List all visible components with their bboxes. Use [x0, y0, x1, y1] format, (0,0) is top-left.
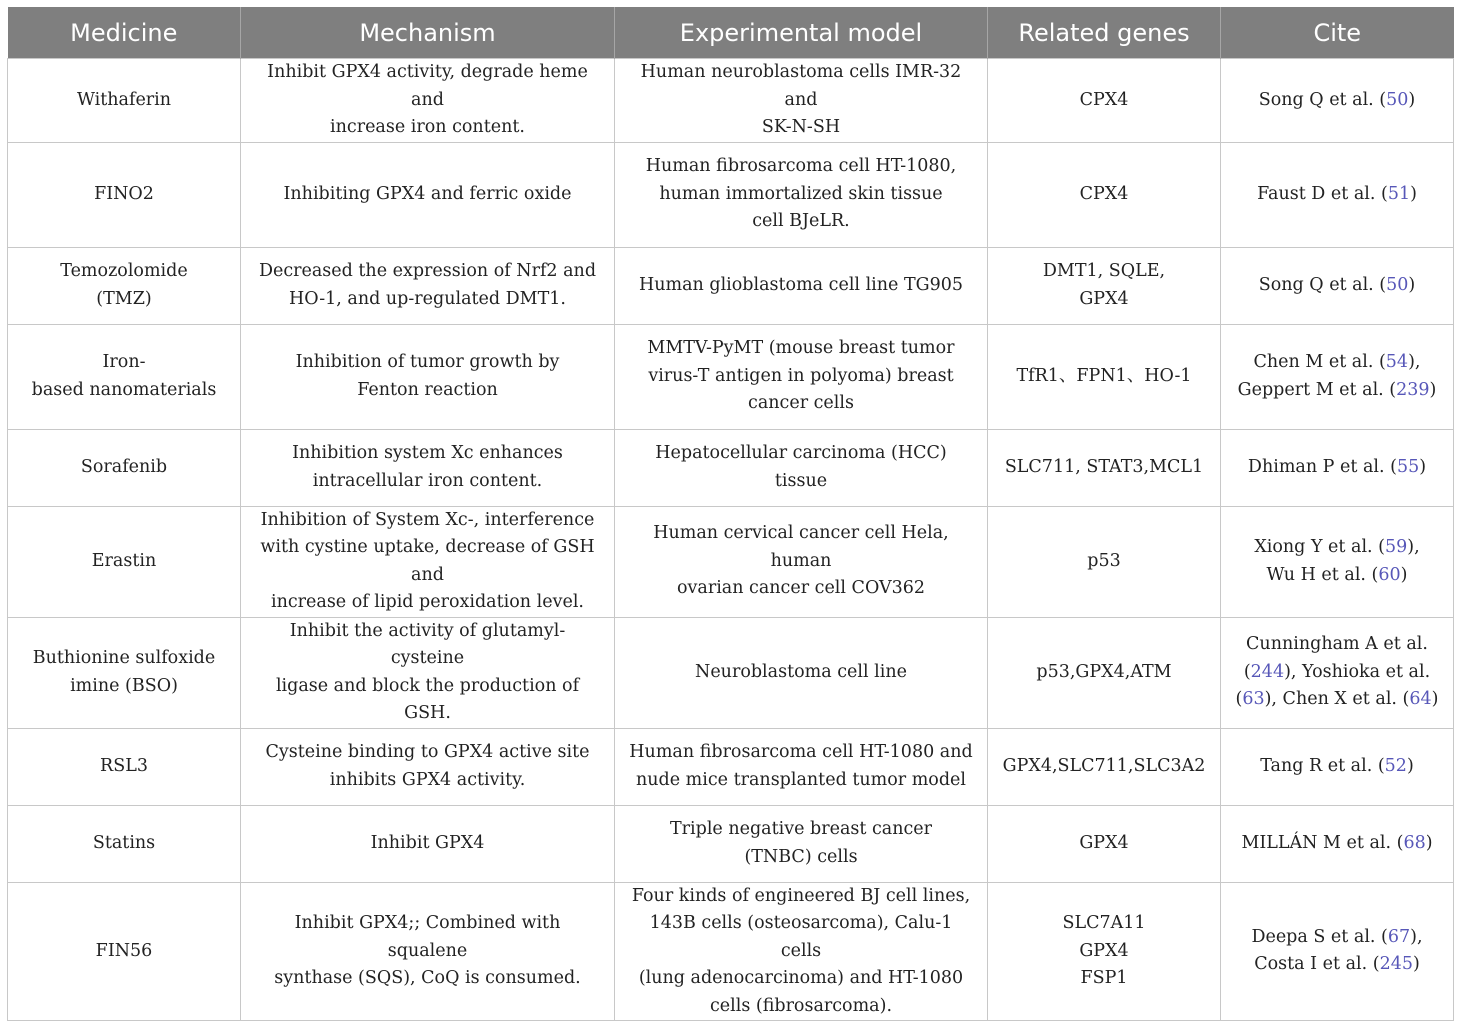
reference-link[interactable]: 52: [1384, 755, 1407, 776]
cell-mechanism: Decreased the expression of Nrf2 and HO-1, and up-regulated DMT1.: [241, 247, 615, 324]
reference-link[interactable]: 63: [1242, 689, 1265, 710]
table-row: [8, 506, 1454, 617]
table-row: [8, 728, 1454, 805]
reference-link[interactable]: 50: [1386, 274, 1409, 295]
reference-link[interactable]: 245: [1379, 954, 1413, 975]
cell-medicine: Temozolomide (TMZ): [8, 247, 241, 324]
cell-medicine: Buthionine sulfoxide imine (BSO): [8, 617, 241, 728]
cell-related-genes: SLC7A11 GPX4 FSP1: [988, 882, 1221, 1021]
cell-experimental-model: Neuroblastoma cell line: [615, 617, 988, 728]
header-cite: Cite: [1221, 7, 1454, 59]
cell-mechanism: Inhibit GPX4;; Combined with squalene synthase (SQS), CoQ is consumed.: [241, 882, 615, 1021]
drug-table: [7, 7, 1454, 1021]
cell-experimental-model: Four kinds of engineered BJ cell lines, 143B cells (osteosarcoma), Calu-1 cells (lung adenocarcinoma) and HT-1080 cells (fibrosarcoma).: [615, 882, 988, 1021]
table-row: [8, 142, 1454, 247]
cell-related-genes: GPX4: [988, 805, 1221, 882]
cell-cite: Song Q et al. (50): [1221, 247, 1454, 324]
cell-related-genes: CPX4: [988, 59, 1221, 143]
table-row: [8, 805, 1454, 882]
reference-link[interactable]: 64: [1409, 689, 1432, 710]
header-related-genes: Related genes: [988, 7, 1221, 59]
reference-link[interactable]: 67: [1387, 926, 1411, 947]
cell-related-genes: p53,GPX4,ATM: [988, 617, 1221, 728]
cell-mechanism: Inhibit GPX4: [241, 805, 615, 882]
cell-medicine: FIN56: [8, 882, 241, 1021]
cell-related-genes: CPX4: [988, 142, 1221, 247]
table-row: [8, 247, 1454, 324]
table-row: [8, 882, 1454, 1021]
cell-related-genes: GPX4,SLC711,SLC3A2: [988, 728, 1221, 805]
cell-medicine: Sorafenib: [8, 429, 241, 506]
cell-related-genes: SLC711, STAT3,MCL1: [988, 429, 1221, 506]
cell-related-genes: p53: [988, 506, 1221, 617]
cell-experimental-model: Human fibrosarcoma cell HT-1080 and nude mice transplanted tumor model: [615, 728, 988, 805]
table-row: [8, 429, 1454, 506]
cell-cite: MILLÁN M et al. (68): [1221, 805, 1454, 882]
cell-cite: Tang R et al. (52): [1221, 728, 1454, 805]
cell-medicine: Iron- based nanomaterials: [8, 324, 241, 429]
cell-medicine: Withaferin: [8, 59, 241, 143]
cell-related-genes: DMT1, SQLE, GPX4: [988, 247, 1221, 324]
cell-mechanism: Inhibiting GPX4 and ferric oxide: [241, 142, 615, 247]
cell-cite: Chen M et al. (54), Geppert M et al. (239): [1221, 324, 1454, 429]
cell-cite: Xiong Y et al. (59), Wu H et al. (60): [1221, 506, 1454, 617]
cell-experimental-model: Human fibrosarcoma cell HT-1080, human immortalized skin tissue cell BJeLR.: [615, 142, 988, 247]
cell-experimental-model: MMTV-PyMT (mouse breast tumor virus-T antigen in polyoma) breast cancer cells: [615, 324, 988, 429]
cell-mechanism: Inhibition system Xc enhances intracellular iron content.: [241, 429, 615, 506]
header-medicine: Medicine: [8, 7, 241, 59]
reference-link[interactable]: 51: [1387, 183, 1411, 204]
reference-link[interactable]: 50: [1386, 89, 1409, 110]
reference-link[interactable]: 244: [1250, 661, 1285, 682]
cell-mechanism: Inhibit GPX4 activity, degrade heme and increase iron content.: [241, 59, 615, 143]
reference-link[interactable]: 68: [1403, 832, 1426, 853]
header-mechanism: Mechanism: [241, 7, 615, 59]
reference-link[interactable]: 55: [1396, 456, 1420, 477]
reference-link[interactable]: 59: [1385, 537, 1408, 557]
cell-experimental-model: Human glioblastoma cell line TG905: [615, 247, 988, 324]
cell-medicine: RSL3: [8, 728, 241, 805]
cell-mechanism: Cysteine binding to GPX4 active site inhibits GPX4 activity.: [241, 728, 615, 805]
reference-link[interactable]: 60: [1378, 564, 1401, 585]
cell-mechanism: Inhibition of tumor growth by Fenton reaction: [241, 324, 615, 429]
cell-cite: Faust D et al. (51): [1221, 142, 1454, 247]
reference-link[interactable]: 54: [1385, 352, 1409, 372]
cell-cite: Deepa S et al. (67), Costa I et al. (245): [1221, 882, 1454, 1021]
cell-experimental-model: Human neuroblastoma cells IMR-32 and SK-N-SH: [615, 59, 988, 143]
table-row: [8, 617, 1454, 728]
table-row: [8, 59, 1454, 143]
table-row: [8, 324, 1454, 429]
cell-experimental-model: Triple negative breast cancer (TNBC) cells: [615, 805, 988, 882]
header-row: [8, 7, 1454, 59]
cell-cite: Cunningham A et al. (244), Yoshioka et al. (63), Chen X et al. (64): [1221, 617, 1454, 728]
cell-related-genes: TfR1、FPN1、HO-1: [988, 324, 1221, 429]
reference-link[interactable]: 239: [1396, 379, 1430, 400]
cell-mechanism: Inhibit the activity of glutamyl-cysteine ligase and block the production of GSH.: [241, 617, 615, 728]
header-experimental-model: Experimental model: [615, 7, 988, 59]
cell-experimental-model: Human cervical cancer cell Hela, human ovarian cancer cell COV362: [615, 506, 988, 617]
cell-mechanism: Inhibition of System Xc-, interference with cystine uptake, decrease of GSH and increase of lipid peroxidation level.: [241, 506, 615, 617]
cell-experimental-model: Hepatocellular carcinoma (HCC) tissue: [615, 429, 988, 506]
cell-cite: Song Q et al. (50): [1221, 59, 1454, 143]
cell-medicine: Statins: [8, 805, 241, 882]
table-body: [8, 59, 1454, 1021]
cell-medicine: Erastin: [8, 506, 241, 617]
cell-cite: Dhiman P et al. (55): [1221, 429, 1454, 506]
cell-medicine: FINO2: [8, 142, 241, 247]
